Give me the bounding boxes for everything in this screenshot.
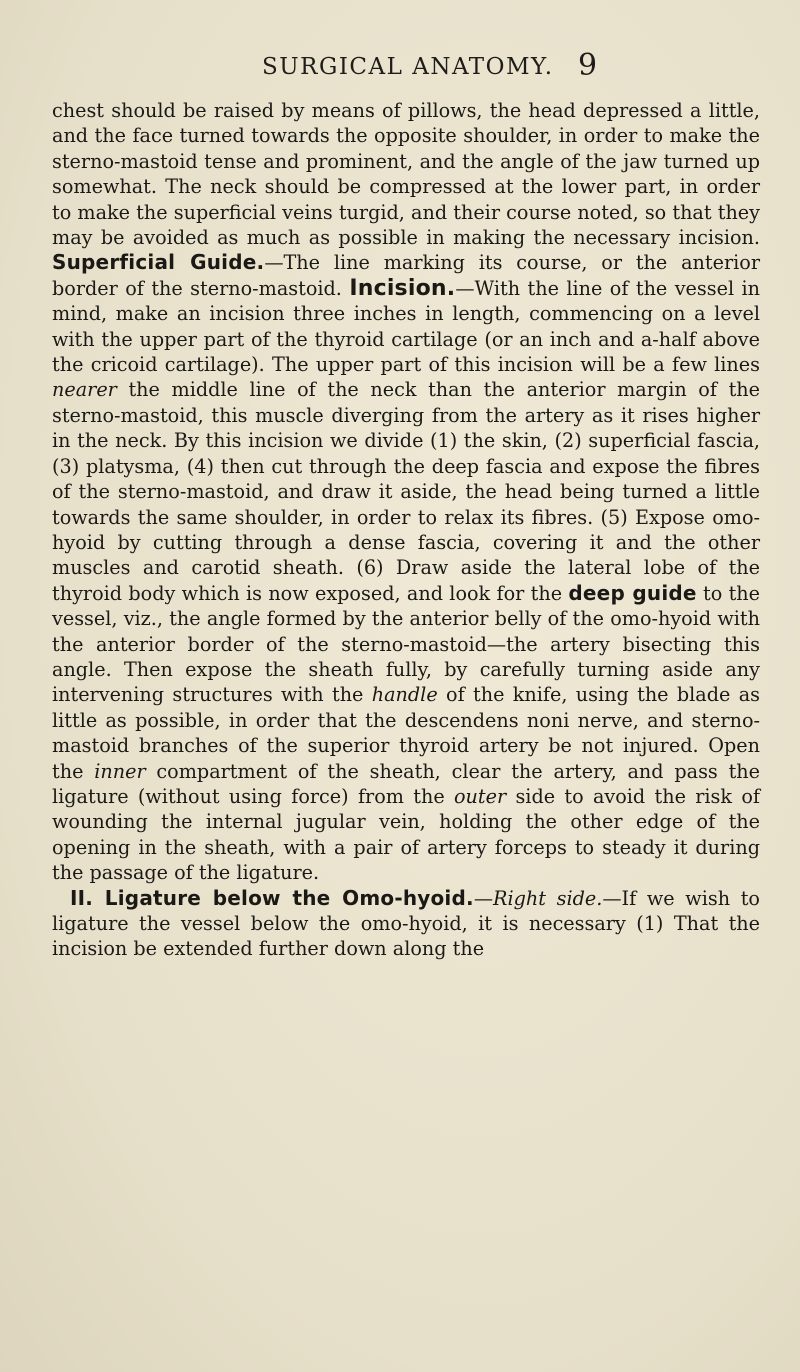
italic-right-side: Right side. — [493, 886, 603, 910]
italic-nearer: nearer — [52, 378, 117, 402]
text-run: of the knife, using the blade as little as possible, in order that the descendens noni nerve, and sterno-mastoid branches of the superior thyroid artery be not injured. Open the — [52, 683, 760, 783]
page-header — [0, 48, 800, 94]
italic-inner: inner — [94, 759, 146, 783]
text-run: compartment of the sheath, clear the artery, and pass the ligature (without using force) from the — [52, 759, 760, 808]
heading-superficial-guide: Superficial Guide. — [52, 250, 265, 275]
italic-outer: outer — [454, 784, 507, 808]
text-run: to the vessel, viz., the angle formed by the anterior belly of the omo-hyoid with the anterior border of the sterno-mastoid—the artery bisecting this angle. Then expose the sheath fully, by carefully turning aside any intervening structures with the — [52, 581, 760, 707]
paragraph-ligature-below-omohyoid — [52, 886, 760, 962]
italic-handle: handle — [371, 683, 438, 707]
paragraph-ligature-above-omohyoid — [52, 98, 760, 886]
body-text — [52, 98, 760, 962]
text-run: side to avoid the risk of wounding the internal jugular vein, holding the other edge of the opening in the sheath, with a pair of artery forceps to steady it during the passage of the ligature. — [52, 784, 760, 885]
text-run: — — [473, 886, 493, 910]
heading-incision: Incision. — [349, 275, 456, 301]
text-run: —If we wish to ligature the vessel below the omo-hyoid, it is necessary (1) That the incision be extended further down along the — [52, 886, 760, 961]
page-number: 9 — [578, 48, 598, 83]
text-run: —The line marking its course, or the anterior border of the sterno-mastoid. — [52, 251, 761, 300]
text-run: chest should be raised by means of pillows, the head depressed a little, and the face turned towards the opposite shoulder, in order to make the sterno-mastoid tense and prominent, and the angle of the jaw turned up somewhat. The neck should be compressed at the lower part, in order to make the superficial veins turgid, and their course noted, so that they may be avoided as much as possible in making the necessary incision. — [52, 99, 760, 250]
running-title: SURGICAL ANATOMY. — [262, 54, 554, 80]
heading-ligature-below-omohyoid: II. Ligature below the Omo-hyoid. — [70, 885, 474, 910]
text-run: the middle line of the neck than the anterior margin of the sterno-mastoid, this muscle diverging from the artery as it rises higher in the neck. By this incision we divide (1) the skin, (2) superficial fascia, (3) platysma, (4) then cut through the deep fascia and expose the fibres of the sterno-mastoid, and draw it aside, the head being turned a little towards the same shoulder, in order to relax its fibres. (5) Expose omo-hyoid by cutting through a dense fascia, covering it and the other muscles and carotid sheath. (6) Draw aside the lateral lobe of the thyroid body which is now exposed, and look for the — [52, 378, 760, 605]
text-run: —With the line of the vessel in mind, make an incision three inches in length, commencing on a level with the upper part of the thyroid cartilage (or an inch and a-half above the cricoid cartilage). The upper part of this incision will be a few lines — [52, 276, 761, 377]
heading-deep-guide: deep guide — [568, 580, 697, 605]
